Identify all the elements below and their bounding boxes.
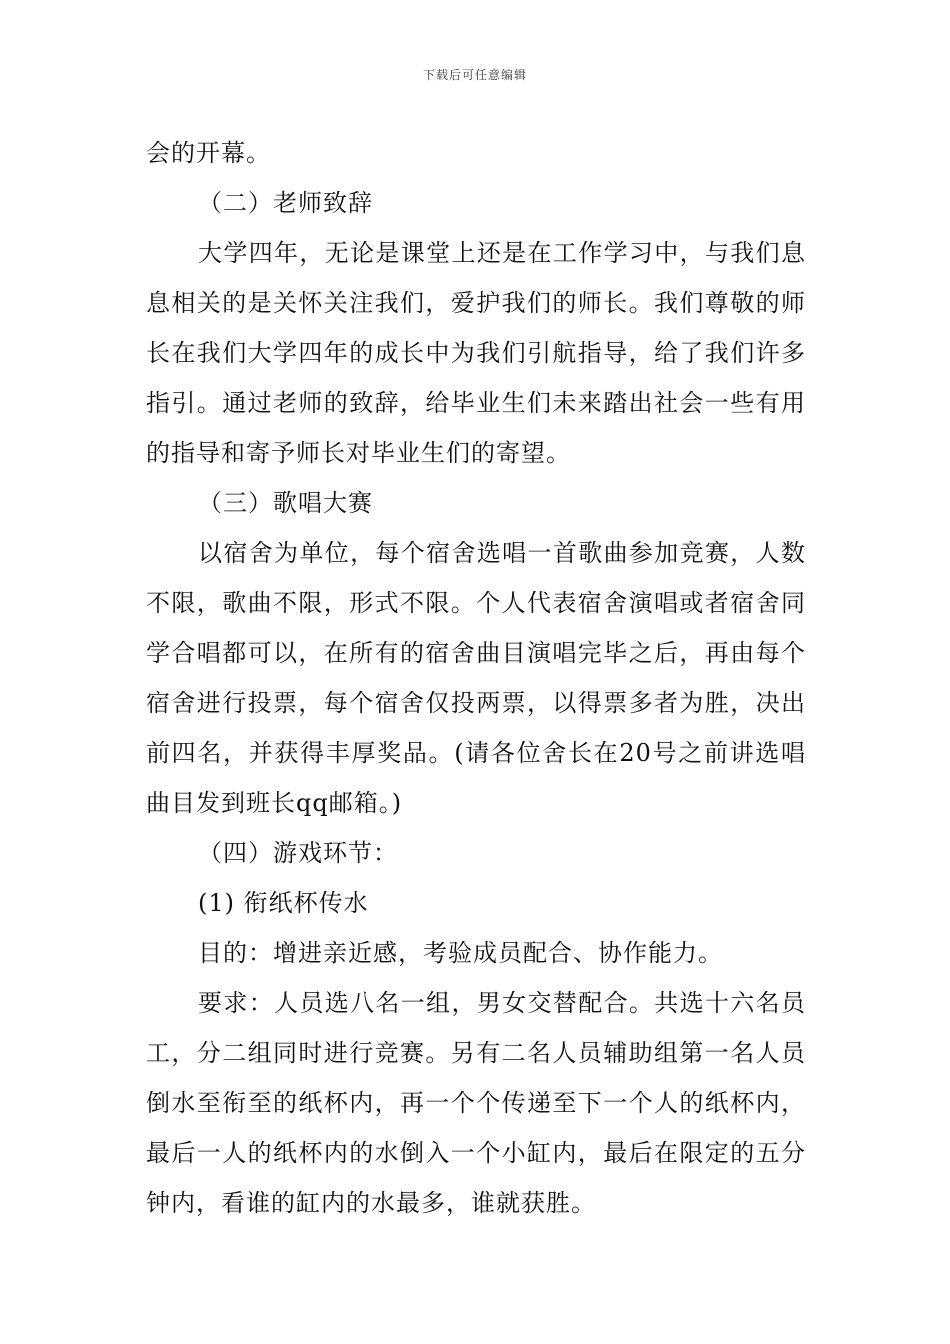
paragraph-singing-contest: 以宿舍为单位，每个宿舍选唱一首歌曲参加竞赛，人数不限，歌曲不限，形式不限。个人代表宿舍演唱或者宿舍同学合唱都可以，在所有的宿舍曲目演唱完毕之后，再由每个宿舍进行投票，每个宿舍仅投两票，以得票多者为胜，决出前四名，并获得丰厚奖品。(请各位舍长在20号之前讲选唱曲目发到班长qq邮箱。): [146, 539, 806, 817]
paragraph-teacher-speech: 大学四年，无论是课堂上还是在工作学习中，与我们息息相关的是关怀关注我们，爱护我们的师长。我们尊敬的师长在我们大学四年的成长中为我们引航指导，给了我们许多指引。通过老师的致辞，给毕业生们未来踏出社会一些有用的指导和寄予师长对毕业生们的寄望。: [146, 239, 806, 467]
paragraph-opening-end: 会的开幕。: [146, 139, 271, 167]
heading-game-cup-relay: (1) 衔纸杯传水: [198, 889, 369, 917]
heading-singing-contest: （三）歌唱大赛: [198, 489, 373, 517]
heading-teacher-speech: （二）老师致辞: [198, 189, 373, 217]
paragraph-game-purpose: 目的：增进亲近感，考验成员配合、协作能力。: [198, 939, 723, 967]
heading-games: （四）游戏环节：: [198, 839, 398, 867]
page-header: 下载后可任意编辑: [422, 68, 527, 82]
paragraph-game-rules: 要求：人员选八名一组，男女交替配合。共选十六名员工，分二组同时进行竞赛。另有二名人员辅助组第一名人员倒水至衔至的纸杯内，再一个个传递至下一个人的纸杯内，最后一人的纸杯内的水倒入一个小缸内，最后在限定的五分钟内，看谁的缸内的水最多，谁就获胜。: [146, 989, 806, 1217]
document-body: [146, 128, 806, 1228]
